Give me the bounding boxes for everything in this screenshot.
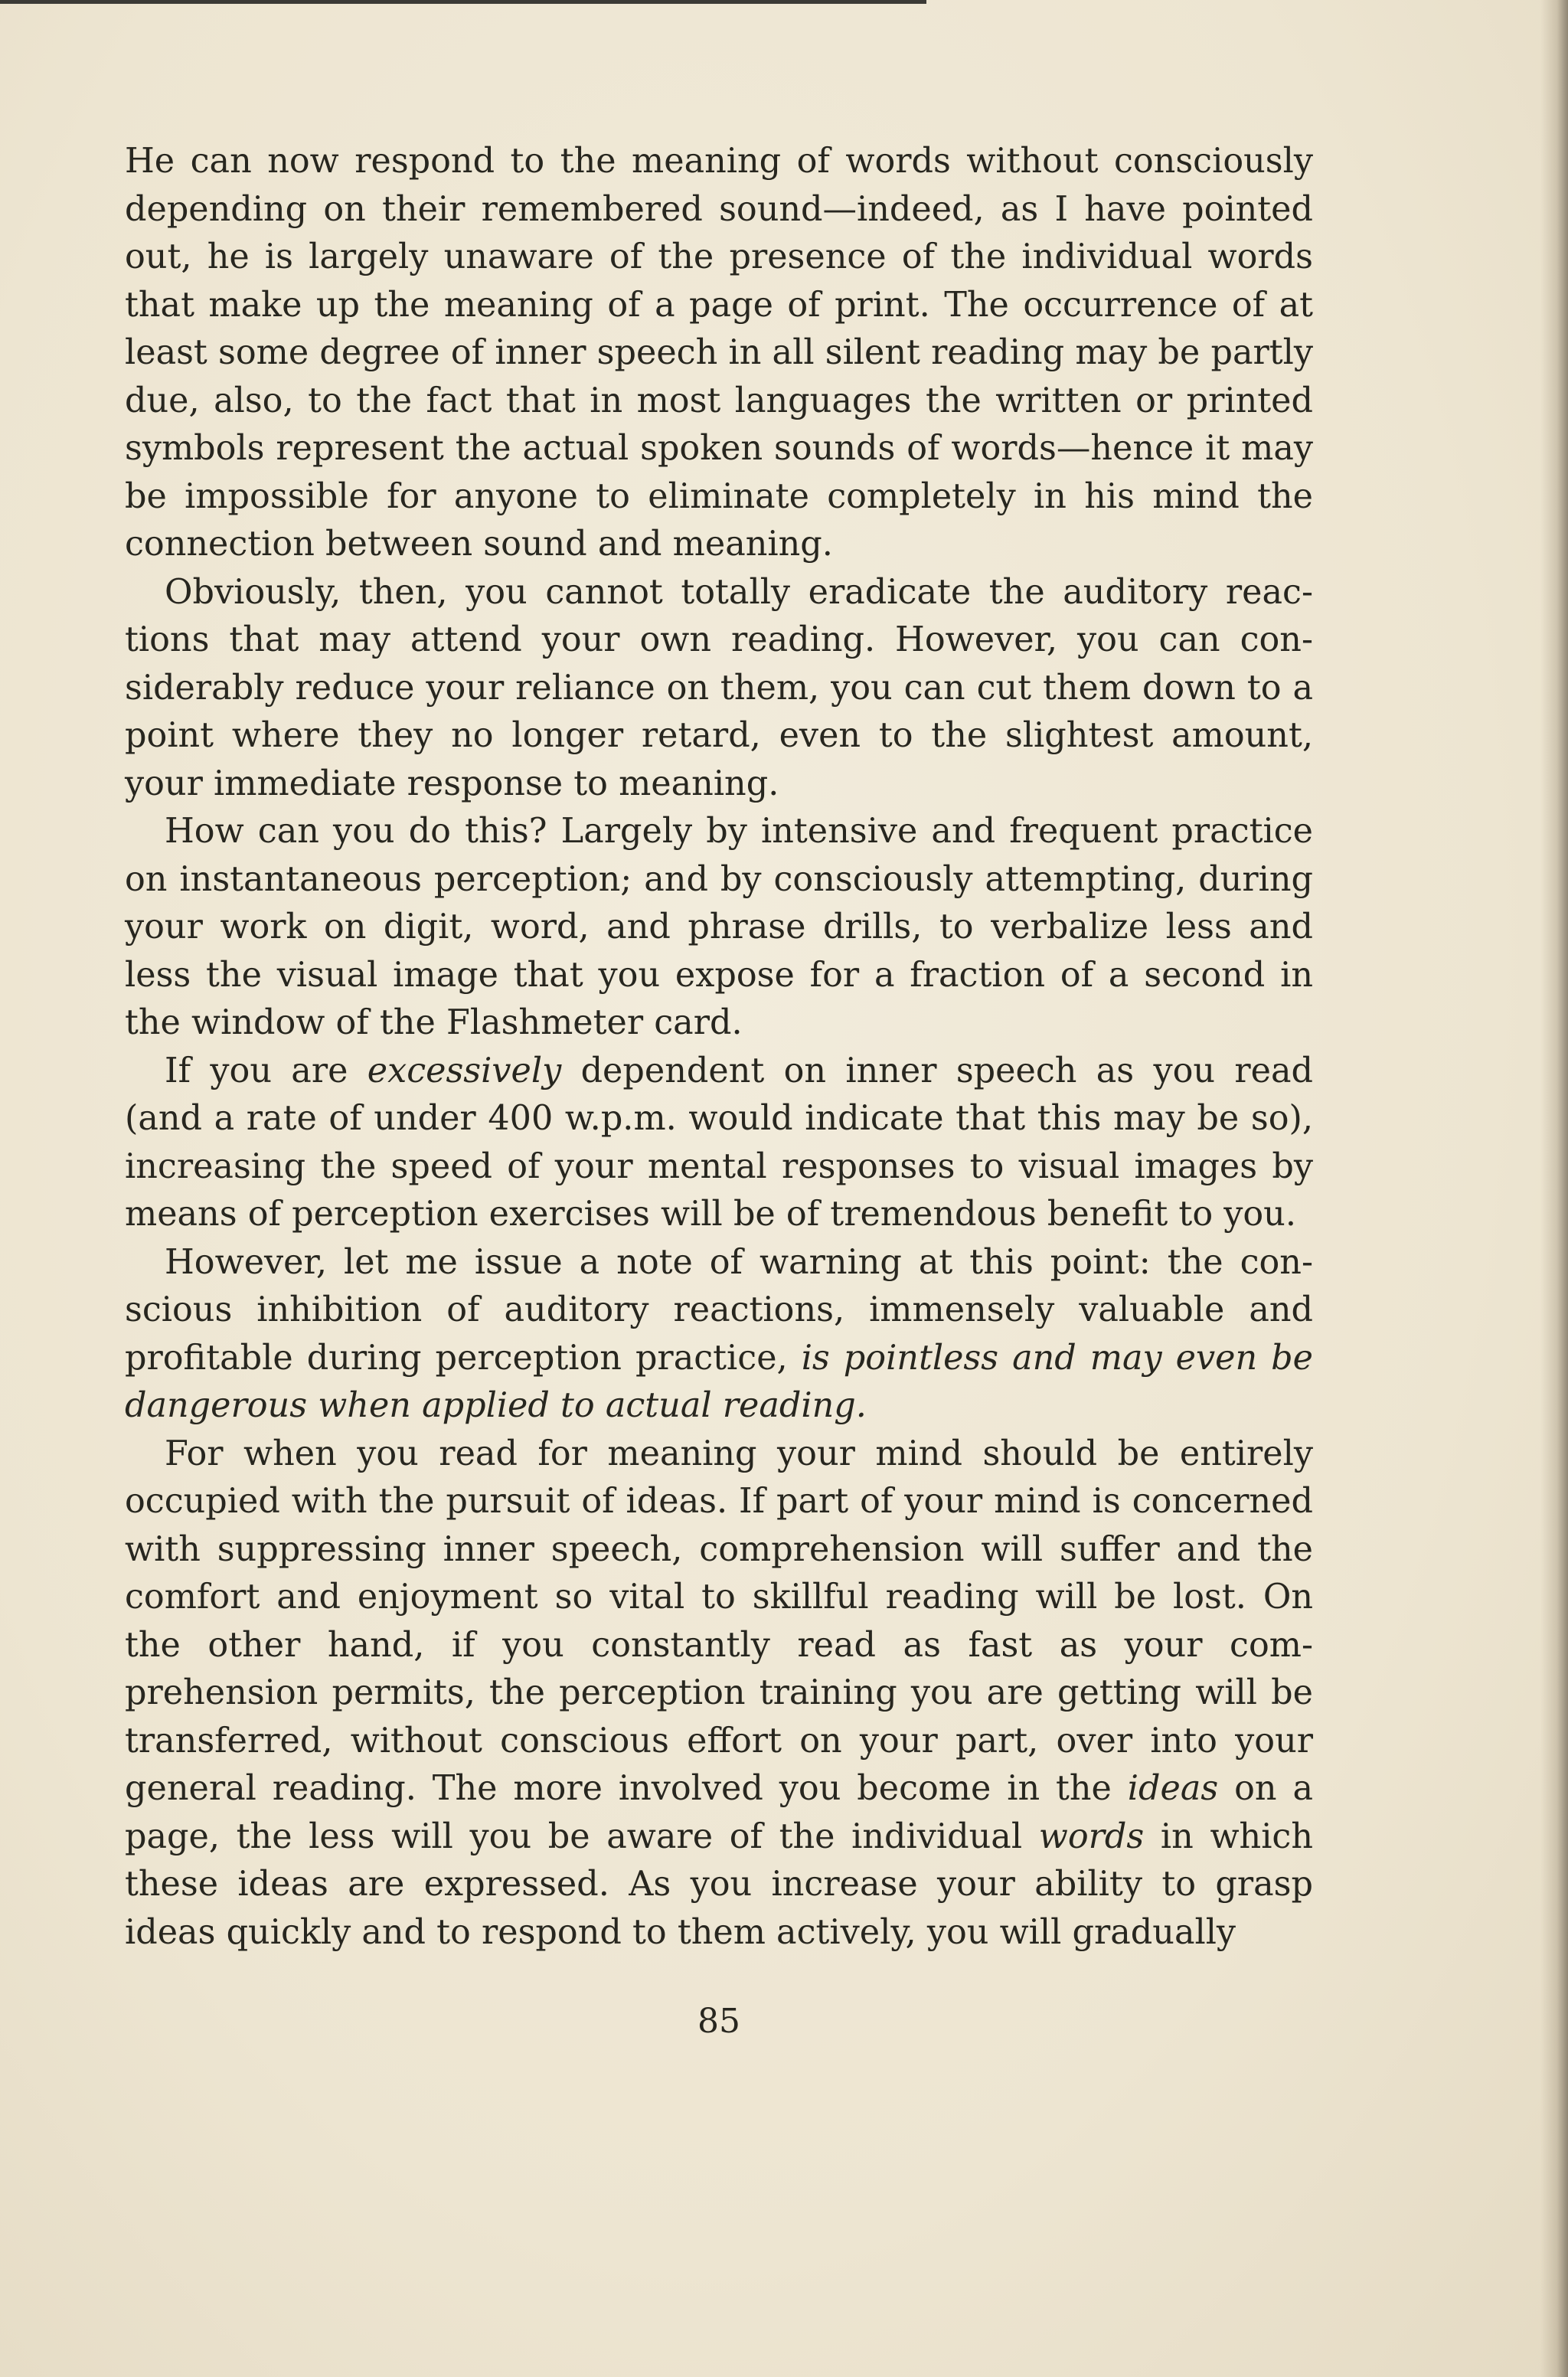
text-run: in which these ideas are expressed. As you increase your ability to grasp ideas quickly and to respond to them actively, you will gradually [125, 1816, 1314, 1952]
page-top-edge [0, 0, 926, 4]
page-number: 85 [697, 2002, 740, 2041]
text-run: For when you read for meaning your mind should be entirely occupied with the pursuit of ideas. If part of your mind is concerned with suppressing inner speech, comprehension will suffer and the comfort and enjoyment so vital to skillful reading will be lost. On the other hand, if you constantly read as fast as your comprehension permits, the perception training you are getting will be transferred, without conscious effort on your part, over into your general reading. The more involved you become in the [125, 1434, 1313, 1808]
text-run: However, let me issue a note of warning at this point: the conscious inhibition of auditory reactions, immensely valuable and profitable during perception practice, [125, 1242, 1313, 1378]
paragraph [125, 569, 1313, 809]
italic-text: ideas [1127, 1769, 1219, 1808]
text-run: How can you do this? Largely by intensive and frequent practice on instantaneous perception; and by consciously attempting, during your work on digit, word, and phrase drills, to verbalize less and less the visual image that you expose for a fraction of a second in the window of the Flashmeter card. [125, 812, 1313, 1042]
paragraph [125, 1239, 1313, 1430]
paragraph [125, 1048, 1313, 1239]
paragraph [125, 1430, 1313, 1957]
italic-text: is pointless and may even be dangerous when applied to actual reading. [125, 1338, 1313, 1425]
text-run: If you are [165, 1051, 368, 1090]
italic-text: excessively [367, 1051, 562, 1090]
italic-text: words [1038, 1816, 1145, 1856]
paragraph [125, 138, 1313, 569]
paragraph [125, 808, 1313, 1048]
text-run: Obviously, then, you cannot totally eradicate the auditory reactions that may attend your own reading. However, you can considerably reduce your reliance on them, you can cut them down to a point where they no longer retard, even to the slightest amount, your immediate response to meaning. [125, 572, 1313, 803]
text-run: He can now respond to the meaning of words without consciously depending on their remembered sound—indeed, as I have pointed out, he is largely unaware of the presence of the individual words that make up the meaning of a page of print. The occurrence of at least some degree of inner speech in all silent reading may be partly due, also, to the fact that in most languages the written or printed symbols represent the actual spoken sounds of words—hence it may be impossible for anyone to eliminate completely in his mind the connection between sound and meaning. [125, 142, 1313, 564]
body-text [125, 138, 1313, 1957]
text-run: dependent on inner speech as you read (and a rate of under 400 w.p.m. would indicate that this may be so), increasing the speed of your mental responses to visual images by means of perception exercises will be of tremendous benefit to you. [125, 1051, 1313, 1234]
page-binding-shadow [1540, 0, 1568, 2377]
text-run: on a page, the less will you be aware of the individual [125, 1769, 1313, 1856]
